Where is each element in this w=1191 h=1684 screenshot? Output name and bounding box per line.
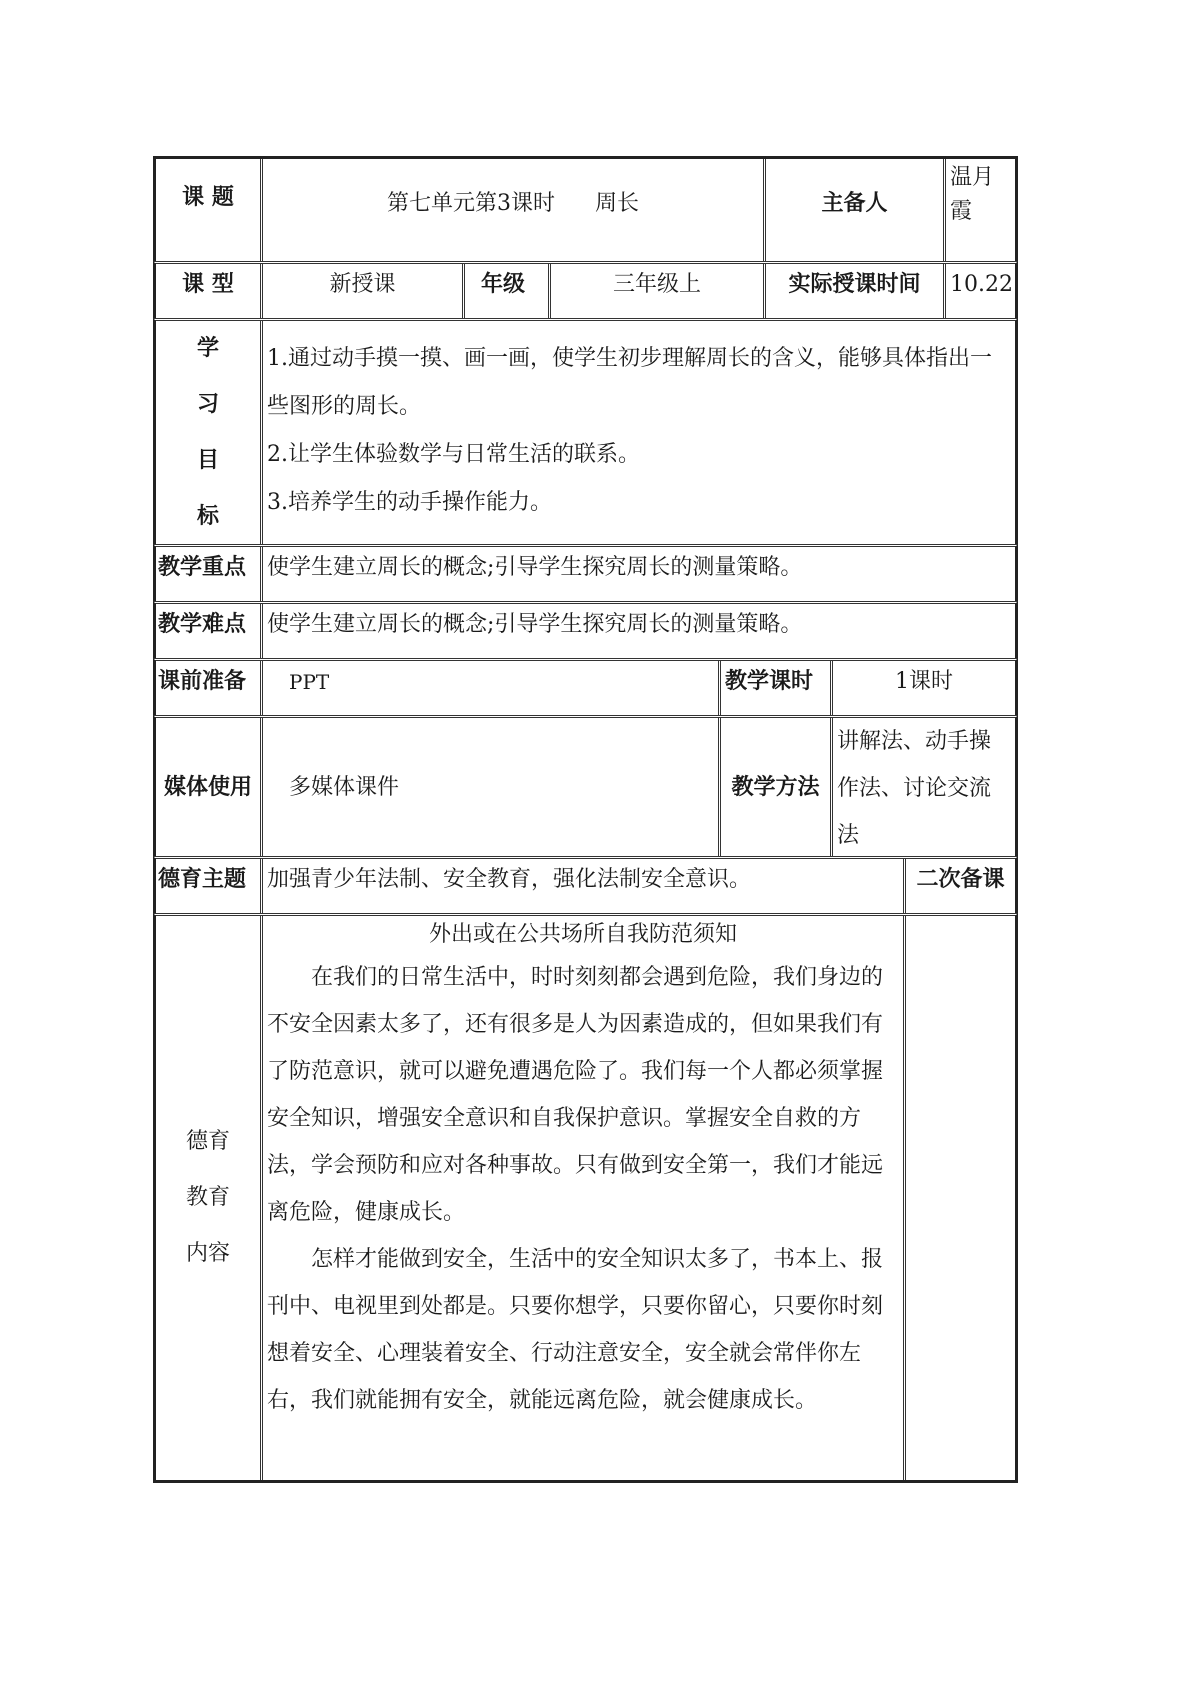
- type-row: [153, 261, 1018, 318]
- moral-article: [260, 916, 903, 1480]
- key-point-value: 使学生建立周长的概念;引导学生探究周长的测量策略。: [260, 547, 1015, 601]
- moral-content-row: [153, 913, 1018, 1483]
- media-value: 多媒体课件: [260, 718, 718, 856]
- moral-content-label-line: 教育: [185, 1185, 230, 1210]
- topic-name: 周长: [594, 191, 639, 216]
- second-prep-label: 二次备课: [903, 859, 1015, 913]
- moral-content-label-line: 德育: [185, 1129, 230, 1154]
- moral-content-label: [156, 916, 260, 1480]
- date-value: 10.22: [943, 264, 1015, 318]
- prep-value: PPT: [260, 661, 718, 715]
- date-label: 实际授课时间: [763, 264, 943, 318]
- topic-value: 第七单元第3课时: [386, 191, 555, 216]
- article-paragraph: 怎样才能做到安全，生活中的安全知识太多了，书本上、报刊中、电视里到处都是。只要你想学，只要你留心，只要你时刻想着安全、心理装着安全、行动注意安全，安全就会常伴你左右，我们就能拥有安全，就能远离危险，就会健康成长。: [267, 1247, 884, 1413]
- difficulty-row: [153, 601, 1018, 658]
- author-value: 温月霞: [943, 159, 1015, 261]
- prep-row: [153, 658, 1018, 715]
- objectives-label: [156, 321, 260, 544]
- second-prep-cell: [903, 916, 1015, 1480]
- objectives-list: [260, 321, 1015, 544]
- author-label: 主备人: [763, 159, 943, 261]
- media-row: [153, 715, 1018, 856]
- objectives-label-char: 习: [196, 392, 219, 417]
- difficulty-label: 教学难点: [158, 612, 247, 637]
- moral-row: [153, 856, 1018, 913]
- objectives-label-char: 目: [196, 448, 219, 473]
- method-value: 讲解法、动手操作法、讨论交流法: [830, 718, 1015, 856]
- article-title: 外出或在公共场所自我防范须知: [428, 922, 737, 947]
- objective-item: 3.培养学生的动手操作能力。: [267, 490, 552, 515]
- type-value: 新授课: [260, 264, 462, 318]
- grade-label: 年级: [462, 264, 548, 318]
- moral-content-label-line: 内容: [185, 1241, 230, 1266]
- moral-value: 加强青少年法制、安全教育，强化法制安全意识。: [260, 859, 903, 913]
- hours-value: 1课时: [830, 661, 1015, 715]
- objective-item: 2.让学生体验数学与日常生活的联系。: [267, 442, 640, 467]
- topic-value-cell: [260, 159, 763, 261]
- key-point-row: [153, 544, 1018, 601]
- topic-label: 课 题: [182, 185, 234, 210]
- topic-row: [153, 156, 1018, 261]
- moral-label: 德育主题: [158, 867, 247, 892]
- objectives-row: [153, 318, 1018, 544]
- method-label: 教学方法: [718, 718, 830, 856]
- prep-label: 课前准备: [158, 669, 247, 694]
- lesson-plan-table: [153, 156, 1018, 1483]
- grade-value: 三年级上: [548, 264, 763, 318]
- media-label: 媒体使用: [163, 774, 252, 800]
- key-point-label: 教学重点: [158, 555, 247, 580]
- objective-item: 1.通过动手摸一摸、画一画，使学生初步理解周长的含义，能够具体指出一些图形的周长。: [267, 346, 992, 419]
- hours-label: 教学课时: [718, 661, 830, 715]
- objectives-label-char: 标: [196, 504, 219, 529]
- type-label: 课 型: [182, 272, 234, 297]
- difficulty-value: 使学生建立周长的概念;引导学生探究周长的测量策略。: [260, 604, 1015, 658]
- article-paragraph: 在我们的日常生活中，时时刻刻都会遇到危险，我们身边的不安全因素太多了，还有很多是人为因素造成的，但如果我们有了防范意识，就可以避免遭遇危险了。我们每一个人都必须掌握安全知识，增强安全意识和自我保护意识。掌握安全自救的方法，学会预防和应对各种事故。只有做到安全第一，我们才能远离危险，健康成长。: [267, 965, 884, 1225]
- objectives-label-char: 学: [196, 336, 219, 361]
